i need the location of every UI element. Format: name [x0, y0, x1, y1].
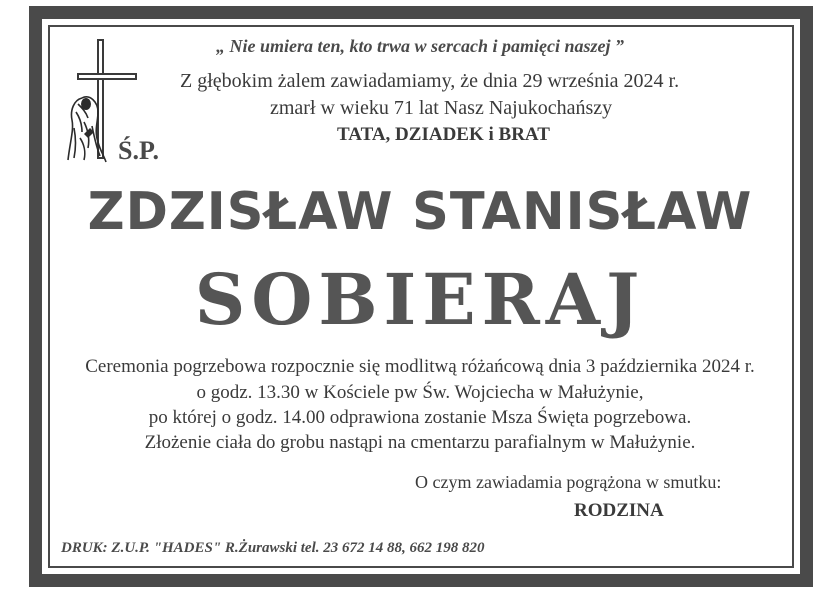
- relations: TATA, DZIADEK i BRAT: [337, 124, 550, 145]
- ceremony-line-2: o godz. 13.30 w Kościele pw Św. Wojciecha w Małużynie,: [196, 382, 644, 403]
- ceremony-line-3: po której o godz. 14.00 odprawiona zostanie Msza Święta pogrzebowa.: [148, 407, 692, 428]
- deceased-surname: SOBIERAJ: [194, 258, 646, 341]
- ceremony-line-1: Ceremonia pogrzebowa rozpocznie się modlitwą różańcową dnia 3 października 2024 r.: [85, 356, 755, 377]
- sp-abbreviation: Ś.P.: [118, 136, 159, 165]
- signature-intro: O czym zawiadamia pogrążona w smutku:: [415, 472, 722, 492]
- motto: „ Nie umiera ten, kto trwa w sercach i pamięci naszej ”: [216, 36, 624, 56]
- announcement-line-2: zmarł w wieku 71 lat Nasz Najukochańszy: [270, 97, 613, 119]
- announcement-line-1: Z głębokim żalem zawiadamiamy, że dnia 29 września 2024 r.: [180, 70, 680, 92]
- deceased-first-names: ZDZISŁAW STANISŁAW: [87, 182, 753, 242]
- ceremony-line-4: Złożenie ciała do grobu nastąpi na cmentarzu parafialnym w Małużynie.: [144, 432, 696, 453]
- printer-credit: DRUK: Z.U.P. "HADES" R.Żurawski tel. 23 672 14 88, 662 198 820: [61, 540, 485, 556]
- signature: RODZINA: [574, 500, 664, 521]
